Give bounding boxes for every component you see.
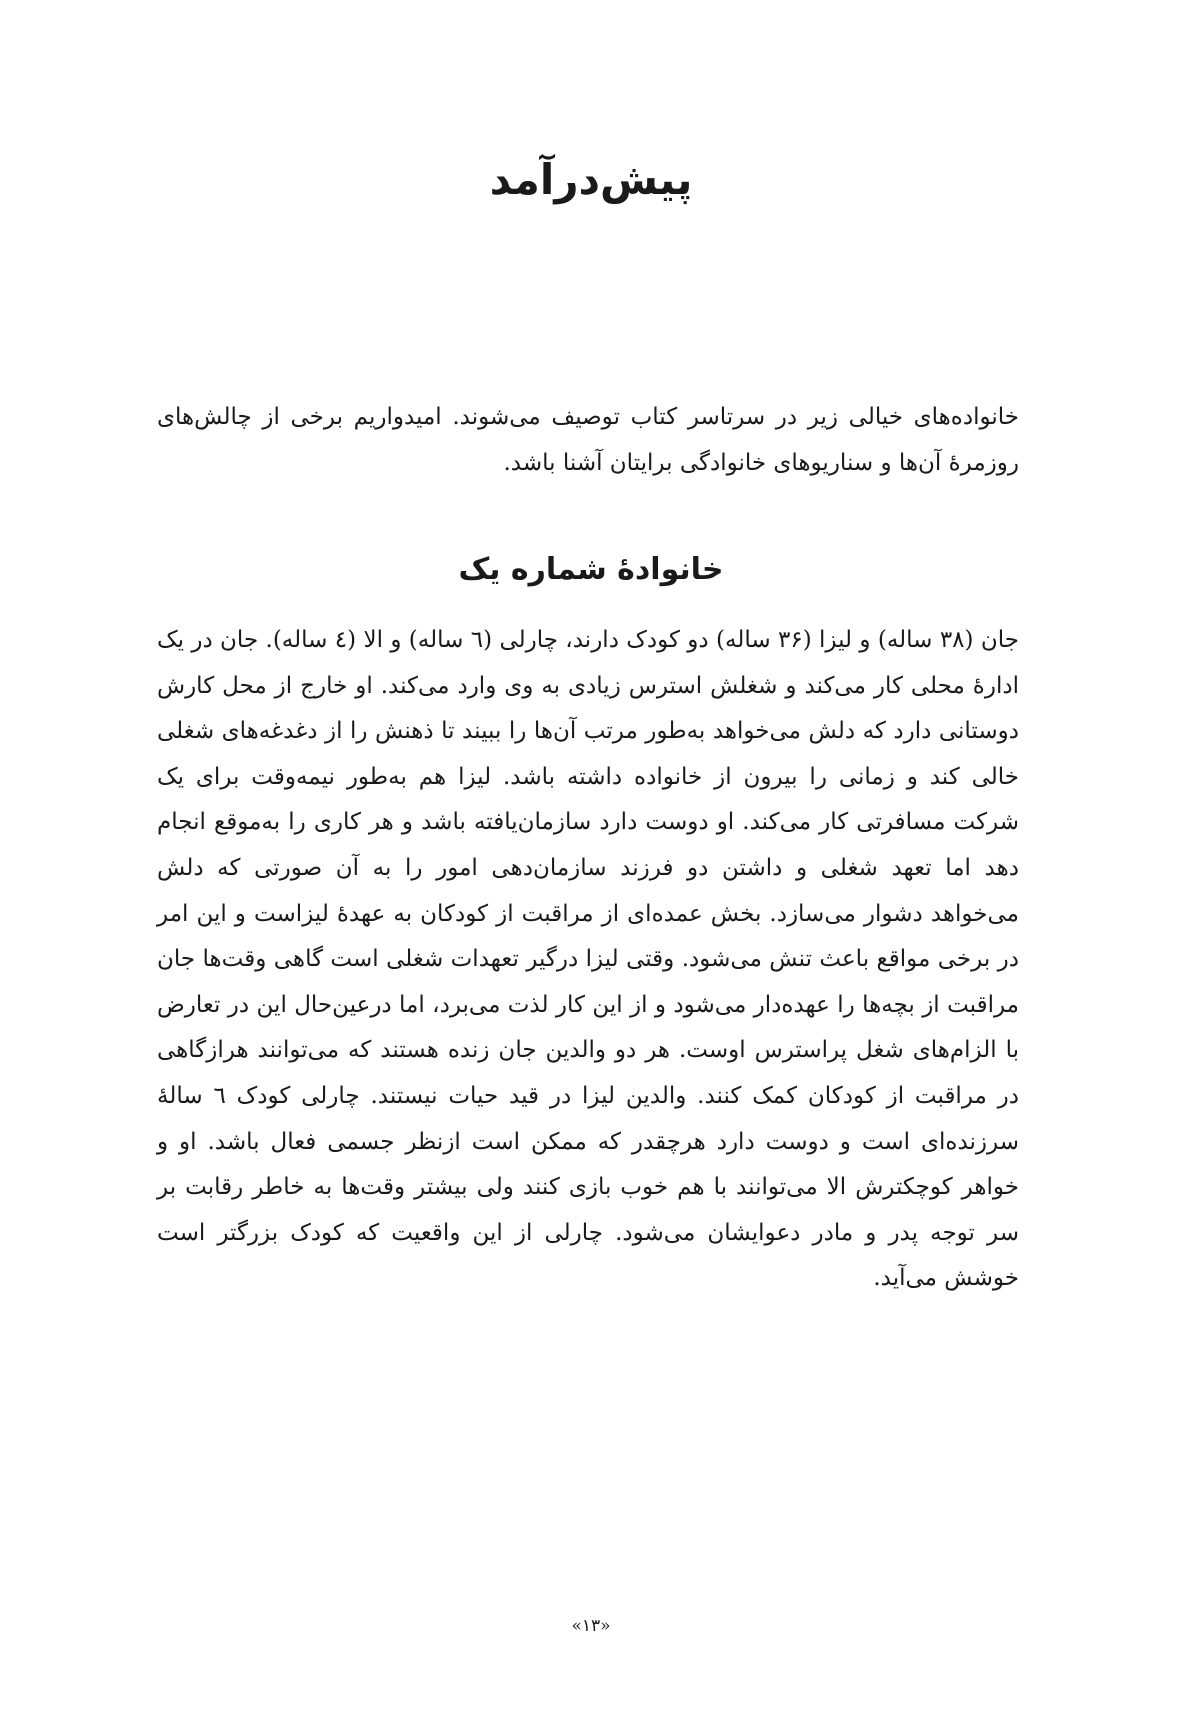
section-heading: خانوادهٔ شماره یک (458, 552, 724, 587)
page-number: «۱۳» (571, 1616, 611, 1636)
section-body-paragraph: جان (۳۸ ساله) و لیزا (۳۶ ساله) دو کودک دارند، چارلی (٦ ساله) و الا (٤ ساله). جان در یک ادارهٔ محلی کار می‌کند و شغلش استرس زیادی به وی وارد می‌کند. او خارج از محل کارش دوستانی دارد که دلش می‌خواهد به‌طور مرتب آن‌ها را ببیند تا ذهنش را از دغدغه‌های شغلی خالی کند و زمانی را بیرون از خانواده داشته باشد. لیزا هم به‌طور نیمه‌وقت برای یک شرکت مسافرتی کار می‌کند. او دوست دارد سازمان‌یافته باشد و هر کاری را به‌موقع انجام دهد اما تعهد شغلی و داشتن دو فرزند سازمان‌دهی امور را به آن صورتی که دلش می‌خواهد دشوار می‌سازد. بخش عمده‌ای از مراقبت از کودکان به عهدهٔ لیزاست و این امر در برخی مواقع باعث تنش می‌شود. وقتی لیزا درگیر تعهدات شغلی است گاهی وقت‌ها جان مراقبت از بچه‌ها را عهده‌دار می‌شود و از این کار لذت می‌برد، اما درعین‌حال این در تعارض با الزام‌های شغل پراسترس اوست. هر دو والدین جان زنده هستند که می‌توانند هرازگاهی در مراقبت از کودکان کمک کنند. والدین لیزا در قید حیات نیستند. چارلی کودک ٦ سالهٔ سرزنده‌ای است و دوست دارد هرچقدر که ممکن است ازنظر جسمی فعال باشد. او و خواهر کوچکترش الا می‌توانند با هم خوب بازی کنند ولی بیشتر وقت‌ها به خاطر رقابت بر سر توجه پدر و مادر دعوایشان می‌شود. چارلی از این واقعیت که کودک بزرگتر است خوشش می‌آید. (157, 627, 1020, 1292)
intro-paragraph: خانواده‌های خیالی زیر در سرتاسر کتاب توصیف می‌شوند. امیدواریم برخی از چالش‌های روزمرهٔ آن‌ها و سناریوهای خانوادگی برایتان آشنا باشد. (157, 404, 1019, 476)
page-title: پیش‌درآمد (489, 155, 693, 204)
